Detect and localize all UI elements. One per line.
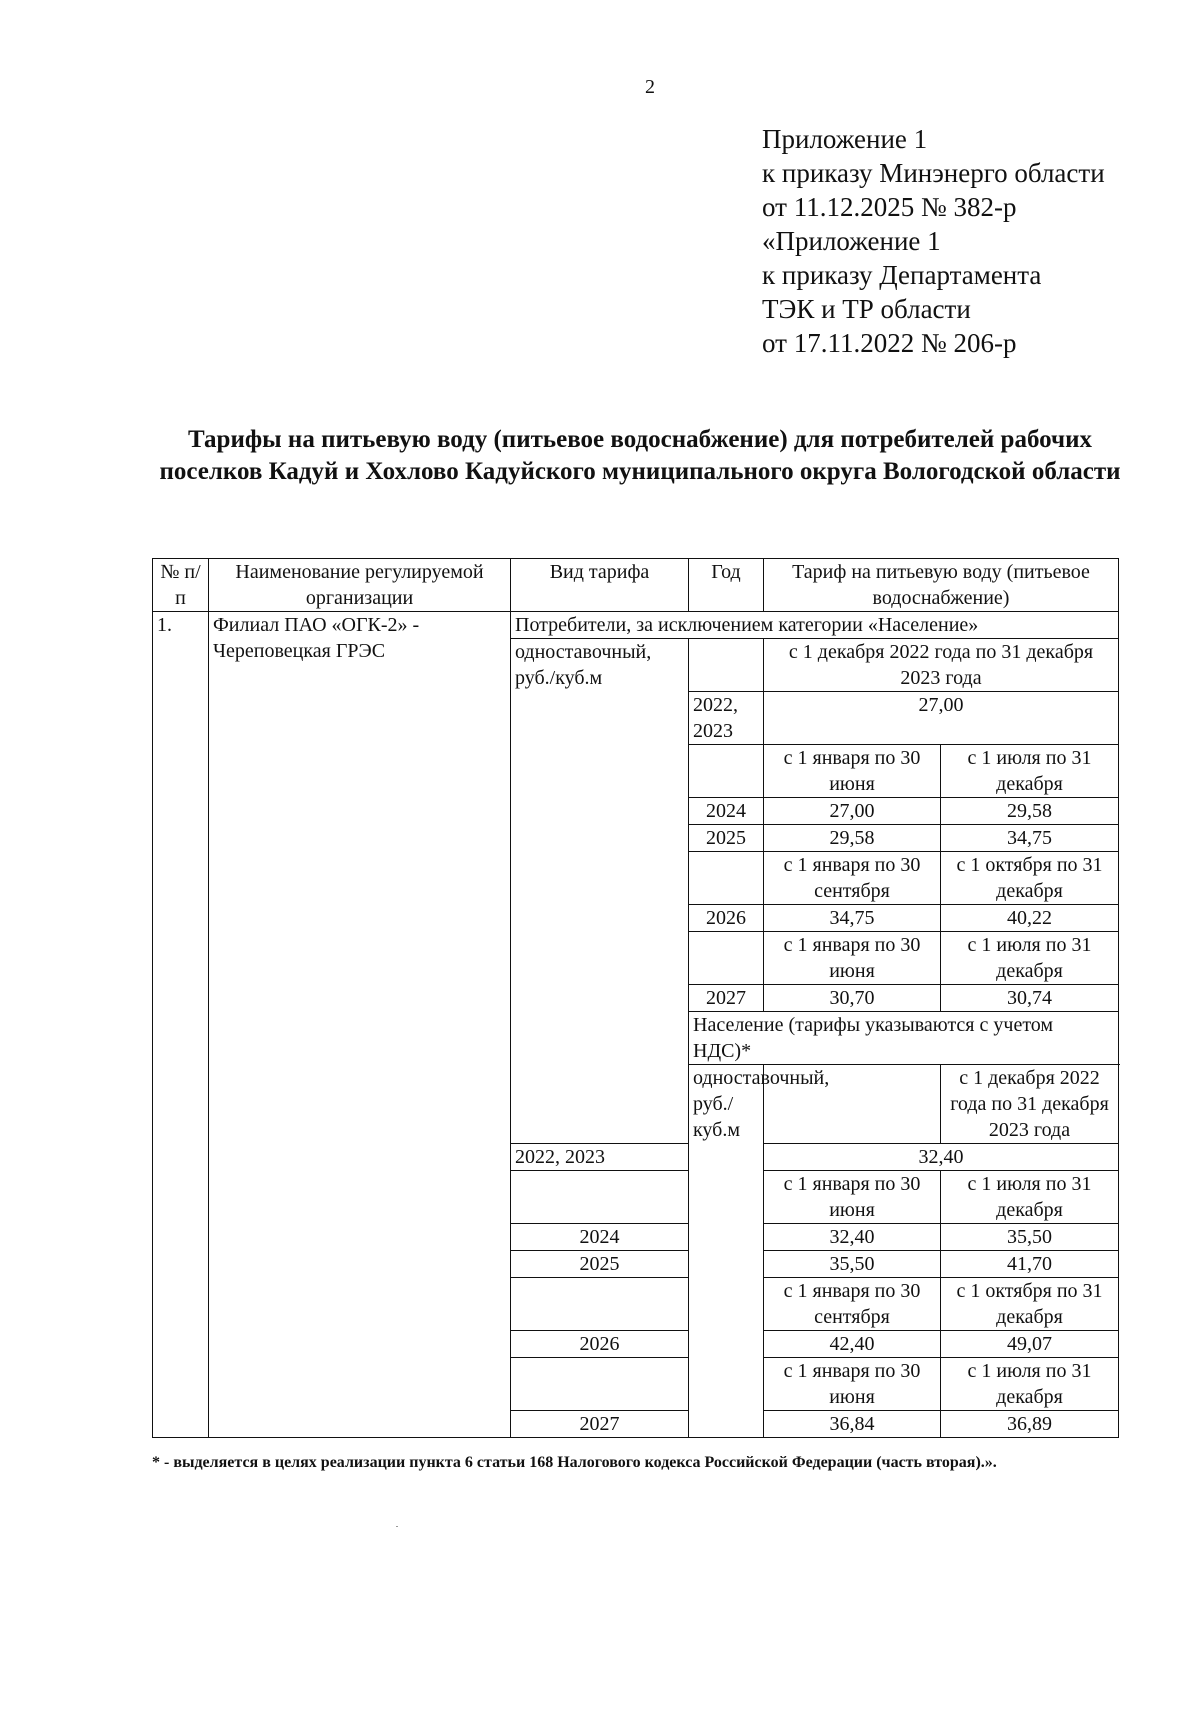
period-cell: с 1 октября по 31 декабря xyxy=(941,852,1119,905)
value-cell: 49,07 xyxy=(941,1331,1119,1358)
year-cell: 2022, 2023 xyxy=(511,1144,689,1171)
year-cell-empty xyxy=(511,1171,689,1224)
appendix-line: «Приложение 1 xyxy=(762,226,941,256)
header-tariff-type: Вид тарифа xyxy=(511,559,689,612)
group-heading: Население (тарифы указываются с учетом НДС)* xyxy=(689,1012,1119,1065)
year-cell-empty xyxy=(689,852,764,905)
table-row xyxy=(153,612,1119,639)
period-cell: с 1 июля по 31 декабря xyxy=(941,932,1119,985)
appendix-line: к приказу Минэнерго области xyxy=(762,158,1105,188)
scan-speck xyxy=(396,1526,398,1527)
period-cell: с 1 декабря 2022 года по 31 декабря 2023 года xyxy=(764,639,1119,692)
tariff-type: одноставочный, руб./куб.м xyxy=(511,639,689,1144)
appendix-line: от 17.11.2022 № 206-р xyxy=(762,328,1017,358)
year-cell-empty xyxy=(689,745,764,798)
appendix-line: Приложение 1 xyxy=(762,124,928,154)
page-number: 2 xyxy=(645,76,655,98)
period-cell: с 1 января по 30 июня xyxy=(764,1171,941,1224)
year-cell: 2025 xyxy=(511,1251,689,1278)
appendix-block xyxy=(762,122,1105,360)
value-cell: 35,50 xyxy=(764,1251,941,1278)
period-cell: с 1 января по 30 сентября xyxy=(764,1278,941,1331)
period-cell: с 1 июля по 31 декабря xyxy=(941,1171,1119,1224)
value-cell: 32,40 xyxy=(764,1224,941,1251)
value-cell: 34,75 xyxy=(764,905,941,932)
year-cell-empty xyxy=(689,639,764,692)
document-title: Тарифы на питьевую воду (питьевое водоснабжение) для потребителей рабочих поселков Кадуй и Хохлово Кадуйского муниципального округа Вологодской области xyxy=(159,426,1121,485)
header-organization: Наименование регулируемой организации xyxy=(209,559,511,612)
value-cell: 36,84 xyxy=(764,1411,941,1438)
year-cell-empty xyxy=(689,932,764,985)
period-cell: с 1 декабря 2022 года по 31 декабря 2023 года xyxy=(941,1065,1119,1144)
period-cell: с 1 января по 30 июня xyxy=(764,1358,941,1411)
year-cell: 2024 xyxy=(511,1224,689,1251)
tariff-type: одноставочный, руб./куб.м xyxy=(689,1065,764,1438)
row-number: 1. xyxy=(153,612,209,1438)
year-cell: 2026 xyxy=(689,905,764,932)
appendix-line: от 11.12.2025 № 382-р xyxy=(762,192,1017,222)
footnote: * - выделяется в целях реализации пункта 6 статьи 168 Налогового кодекса Российской Федерации (часть вторая).». xyxy=(152,1454,997,1471)
value-cell: 40,22 xyxy=(941,905,1119,932)
header-num: № п/п xyxy=(153,559,209,612)
appendix-line: ТЭК и ТР области xyxy=(762,294,971,324)
table-header-row xyxy=(153,559,1119,612)
value-cell: 42,40 xyxy=(764,1331,941,1358)
value-cell: 32,40 xyxy=(764,1144,1119,1171)
period-cell: с 1 января по 30 сентября xyxy=(764,852,941,905)
period-cell: с 1 января по 30 июня xyxy=(764,745,941,798)
value-cell: 29,58 xyxy=(764,825,941,852)
period-cell: с 1 октября по 31 декабря xyxy=(941,1278,1119,1331)
organization-name: Филиал ПАО «ОГК-2» - Череповецкая ГРЭС xyxy=(209,612,511,1438)
value-cell: 27,00 xyxy=(764,692,1119,745)
value-cell: 34,75 xyxy=(941,825,1119,852)
value-cell: 27,00 xyxy=(764,798,941,825)
year-cell: 2027 xyxy=(511,1411,689,1438)
year-cell: 2026 xyxy=(511,1331,689,1358)
group-heading: Потребители, за исключением категории «Население» xyxy=(511,612,1119,639)
value-cell: 36,89 xyxy=(941,1411,1119,1438)
value-cell: 29,58 xyxy=(941,798,1119,825)
header-year: Год xyxy=(689,559,764,612)
period-cell: с 1 января по 30 июня xyxy=(764,932,941,985)
year-cell-empty xyxy=(511,1358,689,1411)
period-cell: с 1 июля по 31 декабря xyxy=(941,745,1119,798)
value-cell: 30,74 xyxy=(941,985,1119,1012)
value-cell: 35,50 xyxy=(941,1224,1119,1251)
tariff-table xyxy=(152,558,1119,1438)
year-cell: 2022, 2023 xyxy=(689,692,764,745)
value-cell: 30,70 xyxy=(764,985,941,1012)
year-cell: 2024 xyxy=(689,798,764,825)
period-cell: с 1 июля по 31 декабря xyxy=(941,1358,1119,1411)
header-tariff: Тариф на питьевую воду (питьевое водоснабжение) xyxy=(764,559,1119,612)
year-cell: 2027 xyxy=(689,985,764,1012)
year-cell-empty xyxy=(511,1278,689,1331)
year-cell: 2025 xyxy=(689,825,764,852)
value-cell: 41,70 xyxy=(941,1251,1119,1278)
appendix-line: к приказу Департамента xyxy=(762,260,1042,290)
